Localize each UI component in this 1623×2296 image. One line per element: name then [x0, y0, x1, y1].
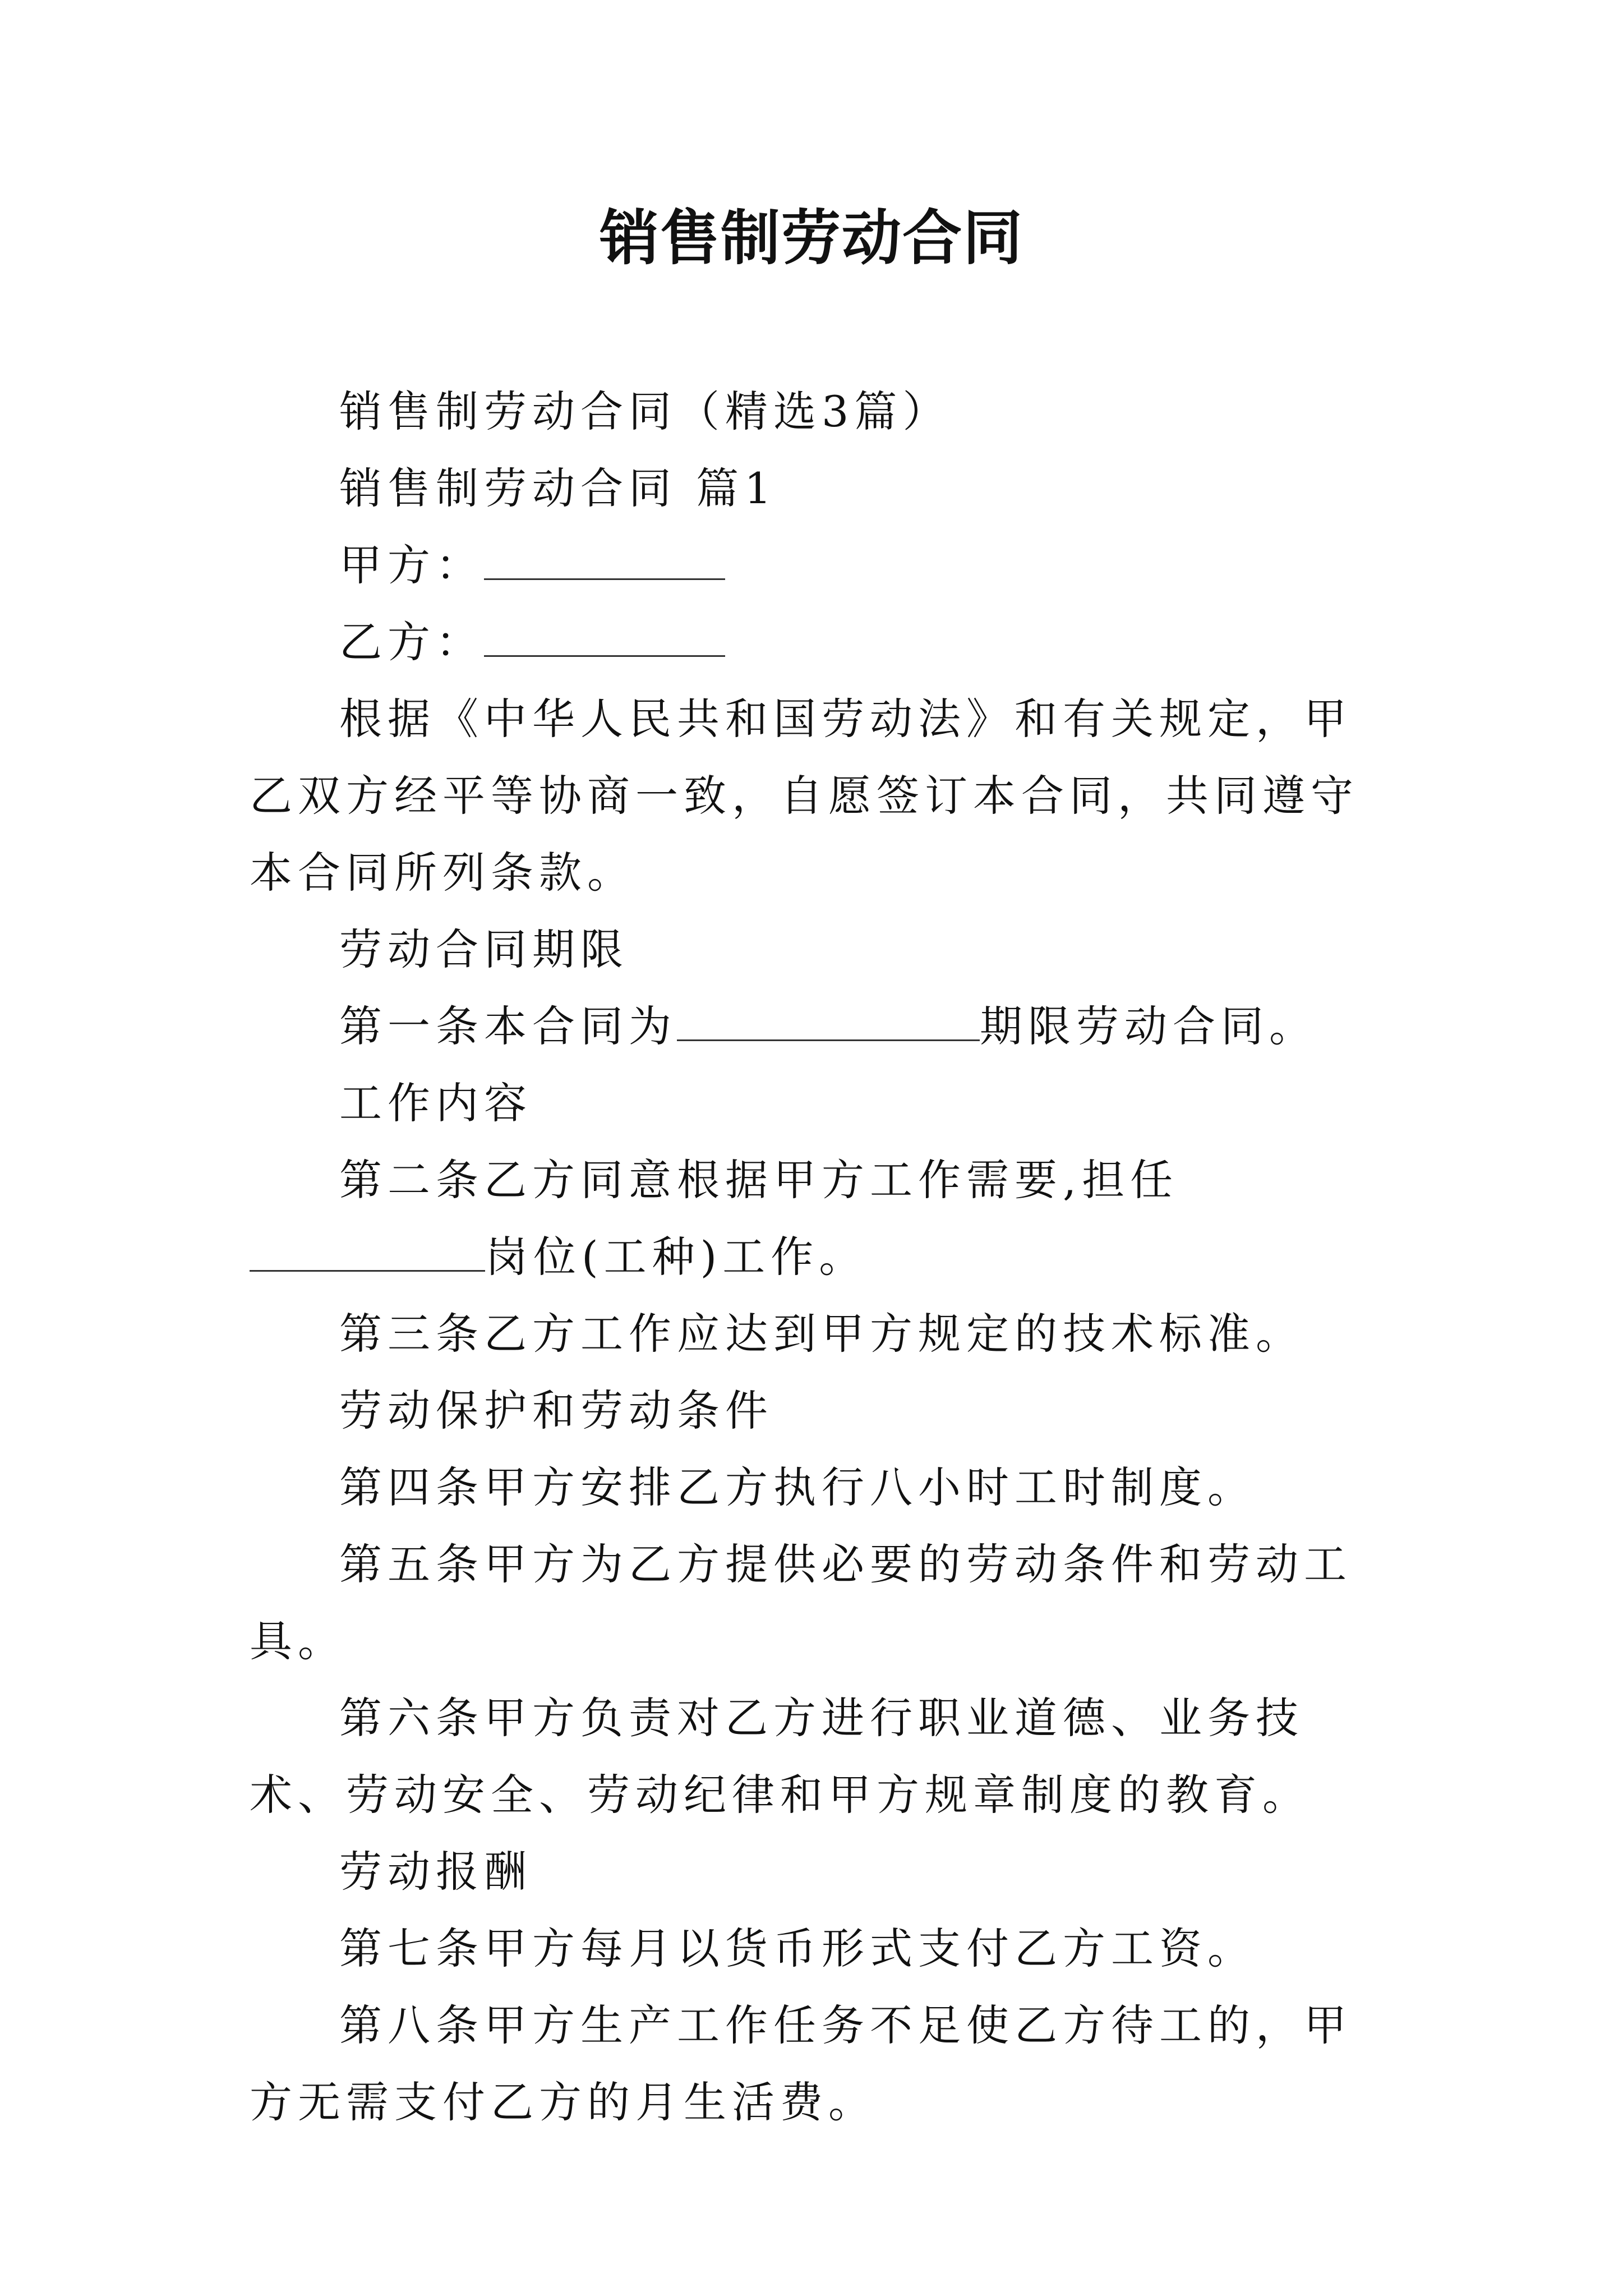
article-2-text-after: 岗位(工种)工作。 [485, 1232, 868, 1282]
heading-protection: 劳动保护和劳动条件 [339, 1386, 773, 1435]
document-body [250, 373, 1394, 2141]
party-a-blank [484, 541, 725, 580]
article-1-text-after: 期限劳动合同。 [980, 1001, 1317, 1051]
intro-paragraph: 根据《中华人民共和国劳动法》和有关规定，甲乙双方经平等协商一致，自愿签订本合同，共同遵守本合同所列条款。 [250, 694, 1359, 898]
article-4: 第四条甲方安排乙方执行八小时工时制度。 [339, 1462, 1256, 1512]
article-8: 第八条甲方生产工作任务不足使乙方待工的，甲方无需支付乙方的月生活费。 [250, 2000, 1352, 2127]
party-a-line [250, 527, 1394, 604]
party-b-line [250, 604, 1394, 680]
article-5: 第五条甲方为乙方提供必要的劳动条件和劳动工具。 [250, 1539, 1352, 1666]
document-title: 销售制劳动合同 [600, 204, 1023, 273]
article-2 [250, 1142, 1394, 1295]
subtitle: 销售制劳动合同（精选3篇） [339, 386, 951, 436]
heading-pay: 劳动报酬 [339, 1847, 532, 1897]
section-heading: 销售制劳动合同 篇1 [339, 463, 777, 513]
article-3: 第三条乙方工作应达到甲方规定的技术标准。 [339, 1309, 1304, 1359]
article-2-text-before: 第二条乙方同意根据甲方工作需要,担任 [339, 1155, 1179, 1205]
party-a-label: 甲方： [339, 540, 484, 590]
article-1-blank [677, 1002, 980, 1041]
article-7: 第七条甲方每月以货币形式支付乙方工资。 [339, 1924, 1256, 1973]
party-b-label: 乙方： [339, 617, 484, 667]
article-1-text-before: 第一条本合同为 [339, 1001, 677, 1051]
heading-work: 工作内容 [339, 1078, 532, 1128]
article-2-blank [250, 1233, 485, 1272]
article-1 [250, 988, 1394, 1065]
party-b-blank [484, 618, 725, 657]
article-6: 第六条甲方负责对乙方进行职业道德、业务技术、劳动安全、劳动纪律和甲方规章制度的教育。 [250, 1693, 1311, 1820]
heading-term: 劳动合同期限 [339, 924, 629, 974]
